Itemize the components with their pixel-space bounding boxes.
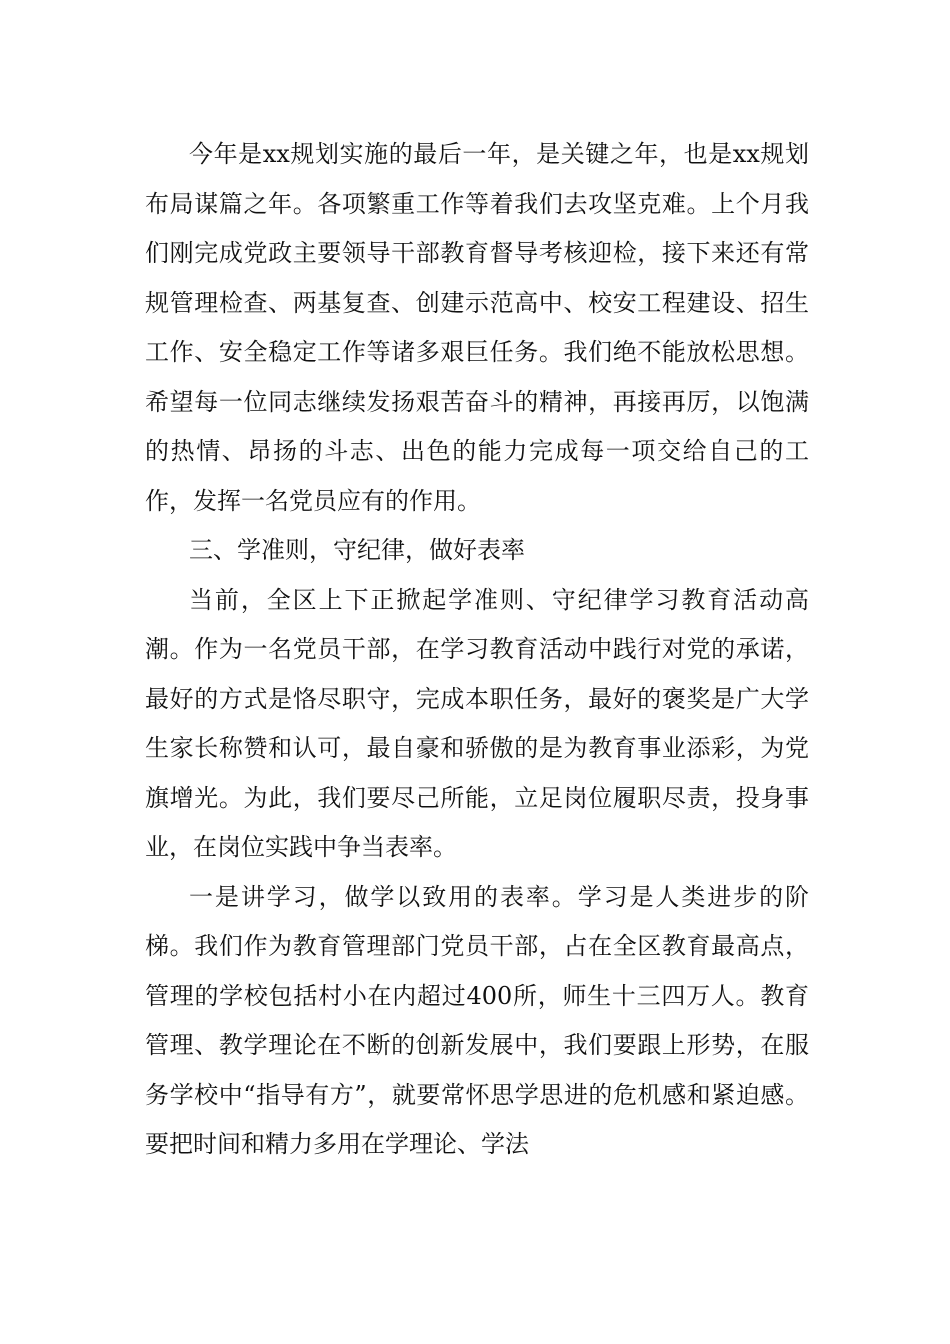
paragraph-discipline-campaign: 当前，全区上下正掀起学准则、守纪律学习教育活动高潮。作为一名党员干部，在学习教育活动中践行对党的承诺，最好的方式是恪尽职守，完成本职任务，最好的褒奖是广大学生家长称赞和认可，最自豪和骄傲的是为教育事业添彩，为党旗增光。为此，我们要尽己所能，立足岗位履职尽责，投身事业，在岗位实践中争当表率。 [145,585,809,861]
paragraph-plan-year: 今年是xx规划实施的最后一年，是关键之年，也是xx规划布局谋篇之年。各项繁重工作等着我们去攻坚克难。上个月我们刚完成党政主要领导干部教育督导考核迎检，接下来还有常规管理检查、两基复查、创建示范高中、校安工程建设、招生工作、安全稳定工作等诸多艰巨任务。我们绝不能放松思想。希望每一位同志继续发扬艰苦奋斗的精神，再接再厉，以饱满的热情、昂扬的斗志、出色的能力完成每一项交给自己的工作，发挥一名党员应有的作用。 [145,140,809,515]
document-page [145,130,809,1170]
section-heading-3: 三、学准则，守纪律，做好表率 [189,536,525,564]
paragraph-study-model: 一是讲学习，做学以致用的表率。学习是人类进步的阶梯。我们作为教育管理部门党员干部，占在全区教育最高点，管理的学校包括村小在内超过400所，师生十三四万人。教育管理、教学理论在不断的创新发展中，我们要跟上形势，在服务学校中“指导有方”，就要常怀思学思进的危机感和紧迫感。要把时间和精力多用在学理论、学法 [145,882,809,1158]
